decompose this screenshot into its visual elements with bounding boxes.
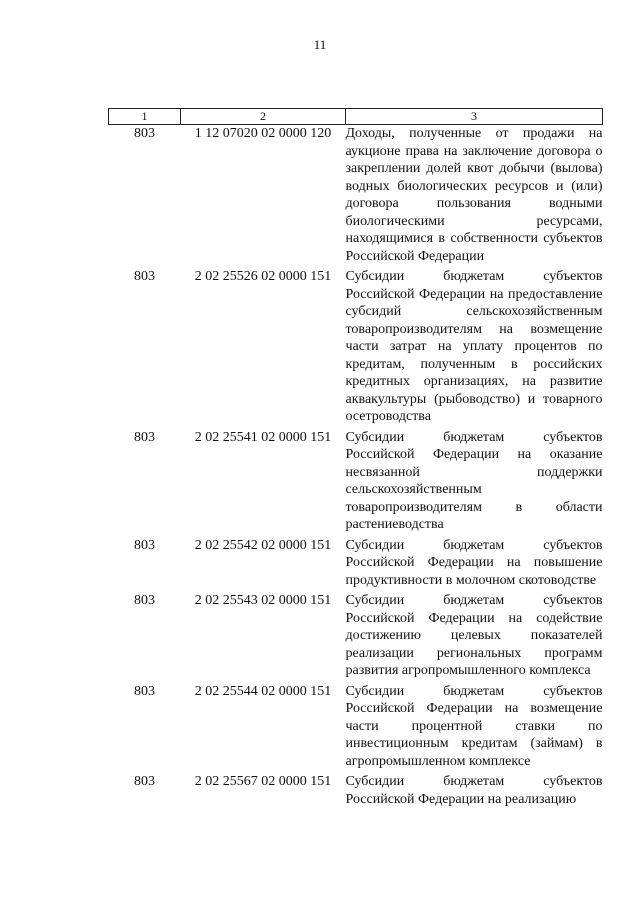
table-row — [109, 429, 603, 537]
revenue-code: 1 12 07020 02 0000 120 — [194, 126, 332, 141]
table-row — [109, 537, 603, 593]
revenue-code: 2 02 25526 02 0000 151 — [194, 269, 332, 284]
revenue-code: 2 02 25544 02 0000 151 — [194, 683, 332, 699]
administrator-code: 803 — [134, 593, 155, 608]
revenue-code: 2 02 25542 02 0000 151 — [194, 537, 332, 553]
column-header-1: 1 — [109, 109, 181, 125]
revenue-name: Субсидии бюджетам субъектов Российской Федерации на реализацию — [345, 774, 603, 807]
table-header-row — [109, 109, 603, 125]
revenue-name: Субсидии бюджетам субъектов Российской Федерации на предоставление субсидий сельскохозяйственным товаропроизводителям на возмещение части затрат на уплату процентов по кредитам, полученным в российских кредитных организациях, на развитие аквакультуры (рыбоводство) и товарного осетроводства — [345, 269, 603, 424]
table-row — [109, 125, 603, 269]
revenue-name: Субсидии бюджетам субъектов Российской Федерации на оказание несвязанной поддержки сельскохозяйственным товаропроизводителям в области растениеводства — [345, 429, 603, 532]
revenue-name: Доходы, полученные от продажи на аукционе права на заключение договора о закреплении долей квот добычи (вылова) водных биологических ресурсов и (или) договора пользования водными биологическими ресурсами, находящимися в собственности субъектов Российской Федерации — [345, 126, 603, 264]
column-header-3: 3 — [346, 109, 603, 125]
administrator-code: 803 — [134, 683, 155, 699]
administrator-code: 803 — [134, 774, 155, 789]
page-number: 11 — [313, 37, 327, 52]
revenue-code: 2 02 25567 02 0000 151 — [194, 774, 332, 789]
table-row — [109, 592, 603, 683]
revenue-name: Субсидии бюджетам субъектов Российской Федерации на возмещение части процентной ставки по инвестиционным кредитам (займам) в агропромышленном комплексе — [345, 683, 603, 769]
revenue-code: 2 02 25543 02 0000 151 — [194, 593, 332, 608]
administrator-code: 803 — [134, 269, 155, 284]
table-row — [109, 773, 603, 811]
revenue-name: Субсидии бюджетам субъектов Российской Федерации на повышение продуктивности в молочном скотоводстве — [345, 537, 603, 588]
administrator-code: 803 — [134, 429, 155, 445]
table-row — [109, 683, 603, 774]
column-header-2: 2 — [181, 109, 346, 125]
revenue-code: 2 02 25541 02 0000 151 — [194, 429, 332, 445]
revenue-name: Субсидии бюджетам субъектов Российской Федерации на содействие достижению целевых показателей реализации региональных программ развития агропромышленного комплекса — [345, 593, 603, 678]
budget-classification-table — [108, 108, 603, 811]
table-row — [109, 268, 603, 429]
administrator-code: 803 — [134, 126, 155, 141]
administrator-code: 803 — [134, 537, 155, 553]
